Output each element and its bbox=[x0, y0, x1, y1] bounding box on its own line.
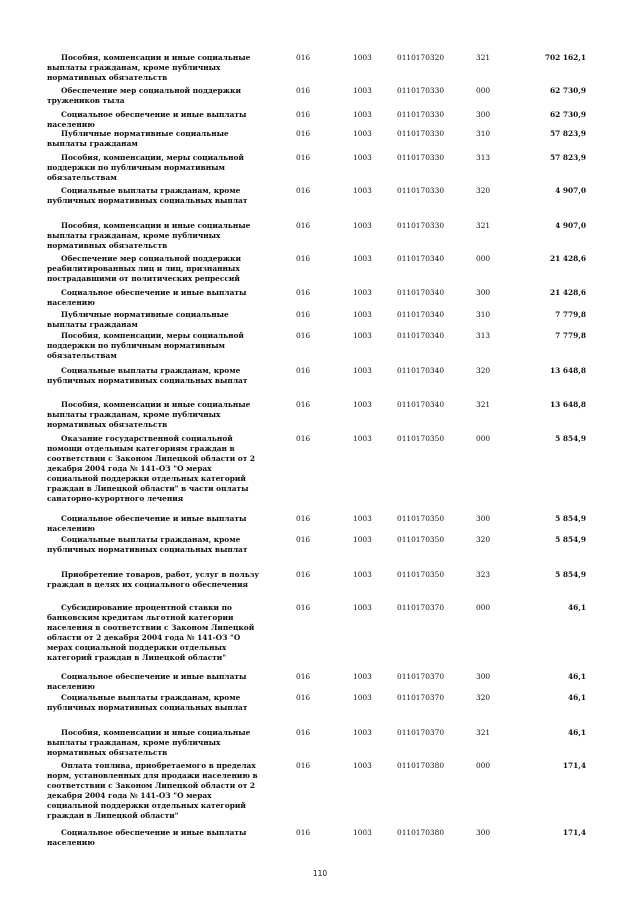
cell-department-code: 016 bbox=[296, 86, 311, 95]
cell-expense-type-code: 313 bbox=[476, 331, 491, 340]
row-name: Социальные выплаты гражданам, кроме публичных нормативных социальных выплат bbox=[47, 366, 248, 385]
cell-amount: 7 779,8 bbox=[555, 310, 586, 319]
row-name: Пособия, компенсации и иные социальные выплаты гражданам, кроме публичных нормативных обязательств bbox=[47, 221, 251, 250]
row-name: Пособия, компенсации, меры социальной поддержки по публичным нормативным обязательствам bbox=[47, 153, 244, 182]
cell-department-code: 016 bbox=[296, 728, 311, 737]
cell-amount: 46,1 bbox=[567, 728, 586, 737]
cell-amount: 7 779,8 bbox=[555, 331, 586, 340]
cell-department-code: 016 bbox=[296, 514, 311, 523]
row-name: Пособия, компенсации и иные социальные выплаты гражданам, кроме публичных нормативных обязательств bbox=[47, 400, 251, 429]
cell-target-item-code: 0110170340 bbox=[397, 254, 445, 263]
cell-target-item-code: 0110170340 bbox=[397, 331, 445, 340]
cell-expense-type-code: 320 bbox=[476, 535, 491, 544]
cell-target-item-code: 0110170330 bbox=[397, 86, 445, 95]
cell-amount: 171,4 bbox=[562, 761, 586, 770]
cell-section-code: 1003 bbox=[353, 254, 372, 263]
cell-target-item-code: 0110170350 bbox=[397, 514, 445, 523]
cell-target-item-code: 0110170340 bbox=[397, 288, 445, 297]
cell-expense-type-code: 320 bbox=[476, 186, 491, 195]
cell-department-code: 016 bbox=[296, 129, 311, 138]
row-name: Обеспечение мер социальной поддержки реабилитированных лиц и лиц, признанных пострадавшими от политических репрессий bbox=[47, 254, 241, 283]
cell-amount: 5 854,9 bbox=[555, 535, 586, 544]
cell-department-code: 016 bbox=[296, 331, 311, 340]
cell-section-code: 1003 bbox=[353, 86, 372, 95]
cell-department-code: 016 bbox=[296, 535, 311, 544]
cell-target-item-code: 0110170340 bbox=[397, 310, 445, 319]
row-name: Социальное обеспечение и иные выплаты населению bbox=[47, 514, 247, 533]
cell-amount: 13 648,8 bbox=[549, 400, 586, 409]
cell-department-code: 016 bbox=[296, 434, 311, 443]
cell-section-code: 1003 bbox=[353, 129, 372, 138]
row-name: Оказание государственной социальной помощи отдельным категориям граждан в соответствии с Законом Липецкой области от 2 декабря 2004 года № 141-ОЗ "О мерах социальной поддержки отдельных категорий граждан в Липецкой области" в части оплаты санаторно-курортного лечения bbox=[47, 434, 256, 503]
cell-department-code: 016 bbox=[296, 828, 311, 837]
cell-section-code: 1003 bbox=[353, 570, 372, 579]
cell-section-code: 1003 bbox=[353, 400, 372, 409]
cell-expense-type-code: 323 bbox=[476, 570, 491, 579]
row-name: Социальные выплаты гражданам, кроме публичных нормативных социальных выплат bbox=[47, 535, 248, 554]
cell-target-item-code: 0110170330 bbox=[397, 153, 445, 162]
row-name: Пособия, компенсации и иные социальные выплаты гражданам, кроме публичных нормативных обязательств bbox=[47, 53, 251, 82]
cell-amount: 62 730,9 bbox=[549, 110, 586, 119]
cell-expense-type-code: 320 bbox=[476, 693, 491, 702]
cell-department-code: 016 bbox=[296, 761, 311, 770]
cell-target-item-code: 0110170320 bbox=[397, 53, 445, 62]
cell-expense-type-code: 310 bbox=[476, 129, 491, 138]
cell-target-item-code: 0110170370 bbox=[397, 693, 445, 702]
cell-amount: 46,1 bbox=[567, 603, 586, 612]
cell-department-code: 016 bbox=[296, 310, 311, 319]
cell-target-item-code: 0110170330 bbox=[397, 129, 445, 138]
cell-section-code: 1003 bbox=[353, 366, 372, 375]
row-name: Приобретение товаров, работ, услуг в пользу граждан в целях их социального обеспечения bbox=[47, 570, 260, 589]
cell-expense-type-code: 321 bbox=[476, 400, 491, 409]
cell-section-code: 1003 bbox=[353, 110, 372, 119]
row-name: Социальное обеспечение и иные выплаты населению bbox=[47, 672, 247, 691]
cell-department-code: 016 bbox=[296, 186, 311, 195]
row-name: Субсидирование процентной ставки по банковским кредитам льготной категории населения в соответствии с Законом Липецкой области от 2 декабря 2004 года № 141-ОЗ "О мерах социальной поддержки отдельных категорий граждан в Липецкой области" bbox=[47, 603, 255, 662]
cell-expense-type-code: 000 bbox=[476, 761, 491, 770]
cell-section-code: 1003 bbox=[353, 728, 372, 737]
cell-target-item-code: 0110170330 bbox=[397, 221, 445, 230]
cell-section-code: 1003 bbox=[353, 53, 372, 62]
cell-section-code: 1003 bbox=[353, 693, 372, 702]
cell-section-code: 1003 bbox=[353, 186, 372, 195]
row-name: Публичные нормативные социальные выплаты гражданам bbox=[47, 310, 229, 329]
cell-expense-type-code: 300 bbox=[476, 672, 491, 681]
cell-expense-type-code: 000 bbox=[476, 434, 491, 443]
cell-target-item-code: 0110170370 bbox=[397, 603, 445, 612]
row-name: Социальные выплаты гражданам, кроме публичных нормативных социальных выплат bbox=[47, 186, 248, 205]
cell-amount: 5 854,9 bbox=[555, 434, 586, 443]
cell-expense-type-code: 310 bbox=[476, 310, 491, 319]
cell-amount: 21 428,6 bbox=[549, 254, 586, 263]
cell-expense-type-code: 300 bbox=[476, 828, 491, 837]
cell-expense-type-code: 300 bbox=[476, 288, 491, 297]
cell-section-code: 1003 bbox=[353, 672, 372, 681]
cell-section-code: 1003 bbox=[353, 310, 372, 319]
cell-section-code: 1003 bbox=[353, 535, 372, 544]
cell-department-code: 016 bbox=[296, 570, 311, 579]
cell-section-code: 1003 bbox=[353, 828, 372, 837]
cell-amount: 21 428,6 bbox=[549, 288, 586, 297]
row-name: Социальное обеспечение и иные выплаты населению bbox=[47, 110, 247, 129]
cell-department-code: 016 bbox=[296, 221, 311, 230]
cell-amount: 4 907,0 bbox=[555, 221, 586, 230]
cell-department-code: 016 bbox=[296, 110, 311, 119]
cell-department-code: 016 bbox=[296, 366, 311, 375]
cell-target-item-code: 0110170330 bbox=[397, 186, 445, 195]
cell-expense-type-code: 300 bbox=[476, 110, 491, 119]
cell-department-code: 016 bbox=[296, 603, 311, 612]
cell-amount: 13 648,8 bbox=[549, 366, 586, 375]
cell-amount: 5 854,9 bbox=[555, 514, 586, 523]
cell-department-code: 016 bbox=[296, 288, 311, 297]
cell-section-code: 1003 bbox=[353, 153, 372, 162]
row-name: Публичные нормативные социальные выплаты гражданам bbox=[47, 129, 229, 148]
cell-section-code: 1003 bbox=[353, 434, 372, 443]
cell-amount: 57 823,9 bbox=[549, 153, 586, 162]
cell-department-code: 016 bbox=[296, 400, 311, 409]
cell-amount: 4 907,0 bbox=[555, 186, 586, 195]
cell-section-code: 1003 bbox=[353, 603, 372, 612]
cell-section-code: 1003 bbox=[353, 761, 372, 770]
cell-department-code: 016 bbox=[296, 693, 311, 702]
cell-amount: 57 823,9 bbox=[549, 129, 586, 138]
cell-expense-type-code: 321 bbox=[476, 728, 491, 737]
cell-department-code: 016 bbox=[296, 254, 311, 263]
row-name: Социальное обеспечение и иные выплаты населению bbox=[47, 828, 247, 847]
row-name: Пособия, компенсации и иные социальные выплаты гражданам, кроме публичных нормативных обязательств bbox=[47, 728, 251, 757]
cell-amount: 171,4 bbox=[562, 828, 586, 837]
cell-amount: 46,1 bbox=[567, 693, 586, 702]
cell-amount: 46,1 bbox=[567, 672, 586, 681]
cell-section-code: 1003 bbox=[353, 514, 372, 523]
row-name: Оплата топлива, приобретаемого в пределах норм, установленных для продажи населению в соответствии с Законом Липецкой области от 2 декабря 2004 года № 141-ОЗ "О мерах социальной поддержки отдельных категорий граждан в Липецкой области" bbox=[47, 761, 258, 820]
cell-expense-type-code: 000 bbox=[476, 254, 491, 263]
row-name: Обеспечение мер социальной поддержки тружеников тыла bbox=[47, 86, 241, 105]
cell-expense-type-code: 321 bbox=[476, 53, 491, 62]
cell-target-item-code: 0110170350 bbox=[397, 570, 445, 579]
cell-expense-type-code: 000 bbox=[476, 603, 491, 612]
cell-amount: 62 730,9 bbox=[549, 86, 586, 95]
row-name: Социальные выплаты гражданам, кроме публичных нормативных социальных выплат bbox=[47, 693, 248, 712]
cell-target-item-code: 0110170350 bbox=[397, 535, 445, 544]
cell-target-item-code: 0110170370 bbox=[397, 728, 445, 737]
cell-target-item-code: 0110170340 bbox=[397, 366, 445, 375]
cell-target-item-code: 0110170370 bbox=[397, 672, 445, 681]
cell-department-code: 016 bbox=[296, 53, 311, 62]
cell-target-item-code: 0110170340 bbox=[397, 400, 445, 409]
cell-amount: 5 854,9 bbox=[555, 570, 586, 579]
cell-expense-type-code: 313 bbox=[476, 153, 491, 162]
cell-target-item-code: 0110170380 bbox=[397, 761, 445, 770]
row-name: Пособия, компенсации, меры социальной поддержки по публичным нормативным обязательствам bbox=[47, 331, 244, 360]
cell-department-code: 016 bbox=[296, 672, 311, 681]
cell-expense-type-code: 300 bbox=[476, 514, 491, 523]
cell-target-item-code: 0110170380 bbox=[397, 828, 445, 837]
cell-section-code: 1003 bbox=[353, 331, 372, 340]
cell-expense-type-code: 321 bbox=[476, 221, 491, 230]
cell-target-item-code: 0110170350 bbox=[397, 434, 445, 443]
cell-expense-type-code: 000 bbox=[476, 86, 491, 95]
page-number: 110 bbox=[312, 869, 328, 878]
cell-target-item-code: 0110170330 bbox=[397, 110, 445, 119]
cell-section-code: 1003 bbox=[353, 221, 372, 230]
cell-department-code: 016 bbox=[296, 153, 311, 162]
row-name: Социальное обеспечение и иные выплаты населению bbox=[47, 288, 247, 307]
cell-amount: 702 162,1 bbox=[544, 53, 586, 62]
cell-section-code: 1003 bbox=[353, 288, 372, 297]
cell-expense-type-code: 320 bbox=[476, 366, 491, 375]
